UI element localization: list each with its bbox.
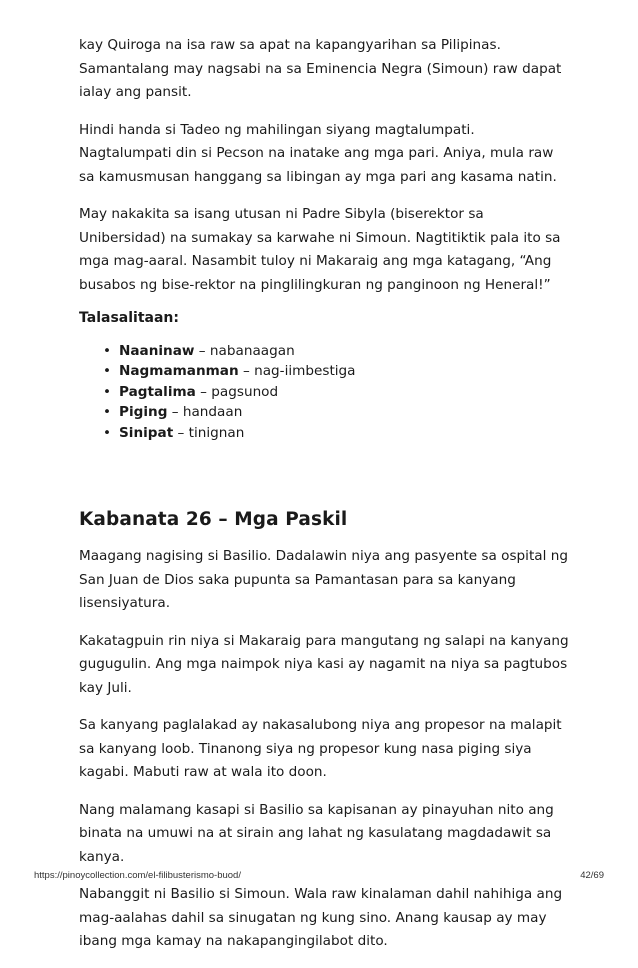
- bullet-icon: •: [103, 363, 112, 379]
- vocab-term: Piging: [119, 404, 168, 420]
- page-number: 42/69: [580, 870, 604, 881]
- list-item: [103, 382, 571, 403]
- vocab-definition: – handaan: [167, 404, 243, 420]
- vocabulary-heading: Talasalitaan:: [79, 310, 179, 326]
- vocab-term: Nagmamanman: [119, 363, 239, 379]
- list-item: [103, 423, 571, 444]
- paragraph: May nakakita sa isang utusan ni Padre Sibyla (biserektor sa Unibersidad) na sumakay sa karwahe ni Simoun. Nagtitiktik pala ito sa mga mag-aaral. Nasambit tuloy ni Makaraig ang mga katagang, “Ang busabos ng bise-rektor na pinglilingkuran ng panginoon ng Heneral!”: [79, 206, 561, 293]
- bullet-icon: •: [103, 424, 112, 441]
- vocab-definition: – pagsunod: [195, 383, 279, 400]
- vocab-term: Naaninaw: [119, 342, 195, 359]
- section-spacer: [79, 443, 571, 507]
- vocab-definition: – nag-iimbestiga: [238, 363, 356, 379]
- paragraph: Nang malamang kasapi si Basilio sa kapisanan ay pinayuhan nito ang binata na umuwi na at sirain ang lahat ng kasulatang magdadawit sa kanya.: [79, 801, 554, 865]
- bullet-icon: •: [103, 342, 112, 359]
- list-item: [103, 402, 571, 423]
- paragraph: Sa kanyang paglalakad ay nakasalubong niya ang propesor na malapit sa kanyang loob. Tinanong siya ng propesor kung nasa piging siya kagabi. Mabuti raw at wala ito doon.: [79, 717, 562, 780]
- bullet-icon: •: [103, 383, 112, 400]
- vocab-definition: – nabanaagan: [194, 342, 295, 359]
- bullet-icon: •: [103, 404, 112, 420]
- list-item: [103, 341, 571, 362]
- vocab-definition: – tinignan: [173, 424, 245, 441]
- list-item: [103, 361, 571, 382]
- article-body: [79, 34, 571, 968]
- chapter-title: Kabanata 26 – Mga Paskil: [79, 509, 348, 530]
- paragraph: Maagang nagising si Basilio. Dadalawin niya ang pasyente sa ospital ng San Juan de Dios saka pupunta sa Pamantasan para sa kanyang lisensiyatura.: [79, 548, 568, 611]
- page-footer: [34, 870, 604, 881]
- vocab-term: Pagtalima: [119, 383, 196, 400]
- paragraph: Kakatagpuin rin niya si Makaraig para mangutang ng salapi na kanyang gugugulin. Ang mga naimpok niya kasi ay nagamit na niya sa pagtubos kay Juli.: [79, 632, 569, 696]
- paragraph: Hindi handa si Tadeo ng mahilingan siyang magtalumpati. Nagtalumpati din si Pecson na inatake ang mga pari. Aniya, mula raw sa kamusmusan hanggang sa libingan ay mga pari ang kasama natin.: [79, 121, 557, 185]
- vocab-term: Sinipat: [119, 424, 174, 441]
- vocabulary-list: [79, 341, 571, 444]
- footer-url[interactable]: https://pinoycollection.com/el-filibusterismo-buod/: [34, 870, 241, 881]
- paragraph: kay Quiroga na isa raw sa apat na kapangyarihan sa Pilipinas. Samantalang may nagsabi na sa Eminencia Negra (Simoun) raw dapat ialay ang pansit.: [79, 37, 562, 100]
- paragraph: Nabanggit ni Basilio si Simoun. Wala raw kinalaman dahil nahihiga ang mag-aalahas dahil sa sinugatan ng kung sino. Anang kausap ay may ibang mga kamay na nakapangingilabot dito.: [79, 886, 563, 949]
